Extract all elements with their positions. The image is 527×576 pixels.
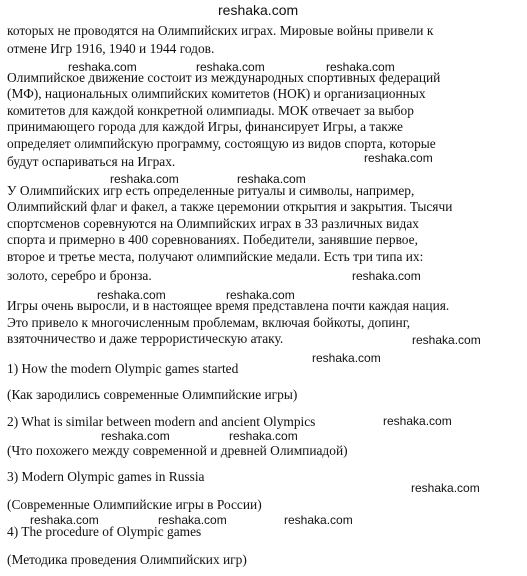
watermark: reshaka.com <box>101 429 170 443</box>
text-line: 3) Modern Olympic games in Russia <box>7 469 205 484</box>
text-line: взяточничество и даже террористическую атаку. <box>7 331 284 346</box>
watermark: reshaka.com <box>196 60 265 74</box>
text-line: спортсменов соревнуются на Олимпийских играх в 33 различных видах <box>7 216 419 231</box>
watermark: reshaka.com <box>110 172 179 186</box>
text-line: комитетов для каждой конкретной олимпиады. МОК отвечает за выбор <box>7 103 414 118</box>
watermark: reshaka.com <box>284 513 353 527</box>
watermark: reshaka.com <box>97 288 166 302</box>
watermark: reshaka.com <box>364 151 433 165</box>
text-line: (Современные Олимпийские игры в России) <box>7 497 262 512</box>
watermark: reshaka.com <box>229 429 298 443</box>
text-line: которых не проводятся на Олимпийских играх. Мировые войны привели к <box>7 23 434 38</box>
text-line: отмене Игр 1916, 1940 и 1944 годов. <box>7 41 215 56</box>
text-line: (Методика проведения Олимпийских игр) <box>7 552 247 567</box>
text-line: Это привело к многочисленным проблемам, включая бойкоты, допинг, <box>7 315 411 330</box>
watermark: reshaka.com <box>158 513 227 527</box>
watermark: reshaka.com <box>226 288 295 302</box>
text-line: золото, серебро и бронза. <box>7 268 152 283</box>
text-line: 1) How the modern Olympic games started <box>7 361 239 376</box>
watermark: reshaka.com <box>312 351 381 365</box>
text-line: второе и третье места, получают олимпийские медали. Есть три типа их: <box>7 249 424 264</box>
watermark: reshaka.com <box>352 269 421 283</box>
watermark: reshaka.com <box>68 60 137 74</box>
text-line: (Что похожего между современной и древней Олимпиадой) <box>7 443 348 458</box>
watermark: reshaka.com <box>30 513 99 527</box>
watermark: reshaka.com <box>411 481 480 495</box>
text-line: принимающего города для каждой Игры, финансирует Игры, а также <box>7 119 403 134</box>
text-line: будут оспариваться на Играх. <box>7 154 176 169</box>
text-line: (Как зародились современные Олимпийские игры) <box>7 387 298 402</box>
text-line: 2) What is similar between modern and ancient Olympics <box>7 414 316 429</box>
text-line: 4) The procedure of Olympic games <box>7 524 202 539</box>
watermark: reshaka.com <box>326 60 395 74</box>
text-line: спорта и примерно в 400 соревнованиях. Победители, занявшие первое, <box>7 232 418 247</box>
text-line: Олимпийское движение состоит из международных спортивных федераций <box>7 70 441 85</box>
text-line: Игры очень выросли, и в настоящее время представлена почти каждая нация. <box>7 298 450 313</box>
text-line: (МФ), национальных олимпийских комитетов (НОК) и организационных <box>7 86 426 101</box>
watermark: reshaka.com <box>237 172 306 186</box>
watermark: reshaka.com <box>383 414 452 428</box>
text-line: У Олимпийских игр есть определенные ритуалы и символы, например, <box>7 183 415 198</box>
text-line: определяет олимпийскую программу, состоящую из видов спорта, которые <box>7 136 436 151</box>
watermark: reshaka.com <box>412 333 481 347</box>
watermark: reshaka.com <box>218 2 299 18</box>
text-line: Олимпийский флаг и факел, а также церемонии открытия и закрытия. Тысячи <box>7 199 453 214</box>
